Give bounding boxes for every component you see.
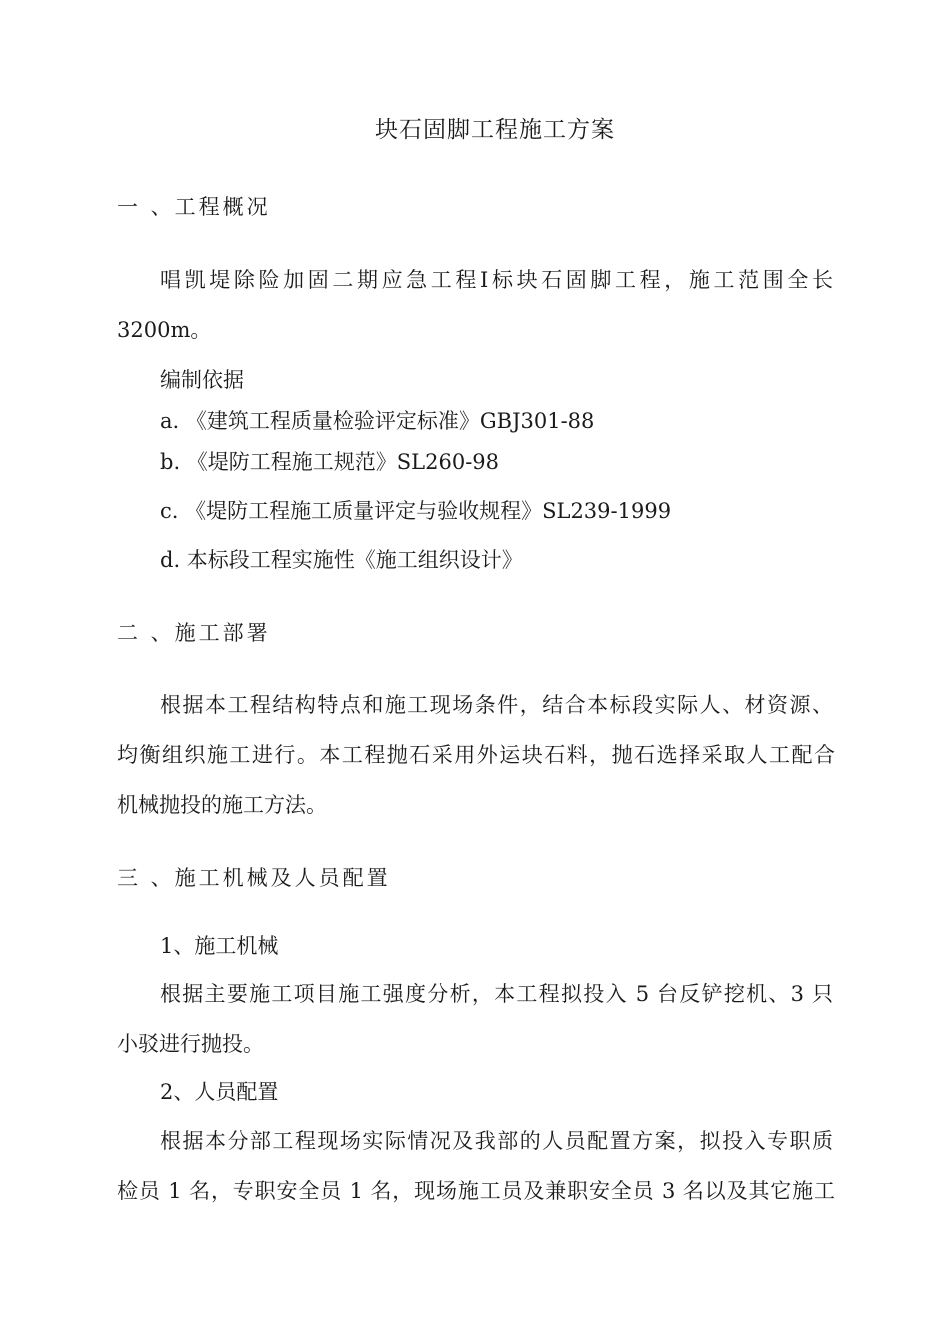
- section-heading-deployment: 二 、施工部署: [117, 621, 271, 645]
- machinery-line-1: 根据主要施工项目施工强度分析，本工程拟投入 5 台反铲挖机、3 只: [160, 982, 833, 1006]
- basis-item-c: c. 《堤防工程施工质量评定与验收规程》SL239-1999: [160, 499, 672, 523]
- basis-item-a: a. 《建筑工程质量检验评定标准》GBJ301-88: [160, 409, 595, 433]
- subsection-title-staff: 2、人员配置: [160, 1080, 279, 1104]
- overview-paragraph-line-2: 3200m。: [117, 318, 212, 342]
- machinery-line-2: 小驳进行抛投。: [117, 1032, 264, 1056]
- basis-item-b: b. 《堤防工程施工规范》SL260-98: [160, 450, 500, 474]
- document-title: 块石固脚工程施工方案: [375, 117, 615, 143]
- staff-line-2: 检员 1 名，专职安全员 1 名，现场施工员及兼职安全员 3 名以及其它施工: [117, 1179, 835, 1203]
- section-heading-machinery-staff: 三 、施工机械及人员配置: [117, 866, 391, 890]
- basis-title: 编制依据: [160, 368, 244, 392]
- deployment-line-3: 机械抛投的施工方法。: [117, 793, 327, 817]
- basis-item-d: d. 本标段工程实施性《施工组织设计》: [160, 548, 523, 572]
- overview-paragraph-line-1: 唱凯堤除险加固二期应急工程Ⅰ标块石固脚工程，施工范围全长: [160, 268, 833, 292]
- deployment-line-1: 根据本工程结构特点和施工现场条件，结合本标段实际人、材资源、: [160, 693, 833, 717]
- section-heading-overview: 一 、工程概况: [117, 195, 271, 219]
- deployment-line-2: 均衡组织施工进行。本工程抛石采用外运块石料，抛石选择采取人工配合: [117, 743, 835, 767]
- subsection-title-machinery: 1、施工机械: [160, 934, 279, 958]
- staff-line-1: 根据本分部工程现场实际情况及我部的人员配置方案，拟投入专职质: [160, 1129, 833, 1153]
